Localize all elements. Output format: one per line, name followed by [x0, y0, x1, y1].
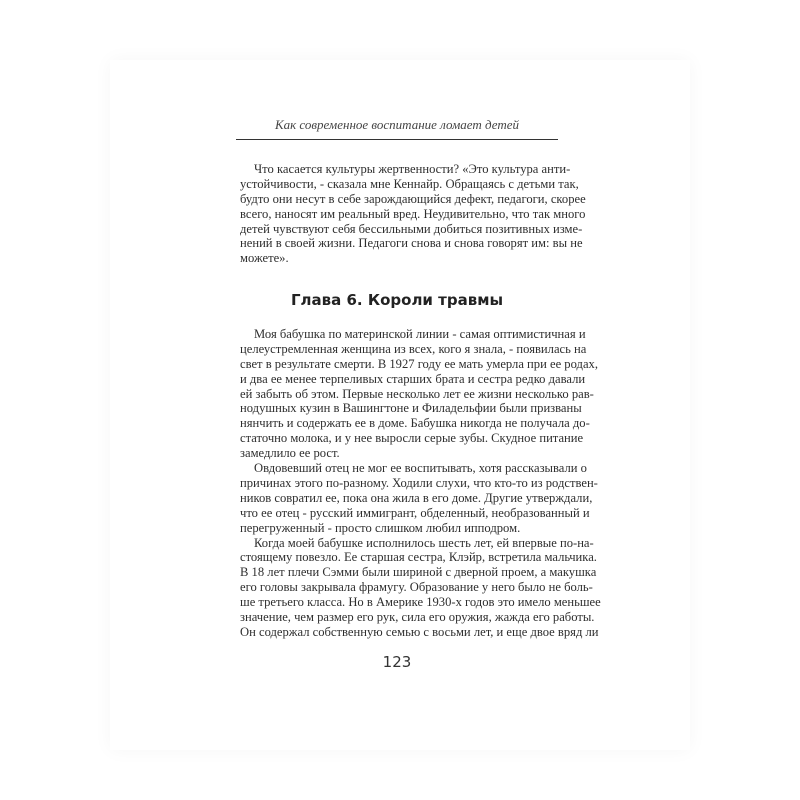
- text-line: будто они несут в себе зарождающийся дефект, педагоги, скорее: [240, 191, 586, 206]
- text-line: причинах этого по-разному. Ходили слухи, что кто-то из родствен-: [240, 475, 598, 490]
- text-line: всего, наносят им реальный вред. Неудивительно, что так много: [240, 206, 586, 221]
- paragraph-1: [240, 162, 586, 266]
- page-number: 123: [382, 653, 412, 671]
- text-line: Он содержал собственную семью с восьми лет, и еще двое вряд ли: [240, 624, 599, 639]
- text-line: детей чувствуют себя бессильными добиться позитивных изме-: [240, 221, 583, 236]
- paragraph-2: [240, 327, 598, 461]
- text-line: нянчить и содержать ее в доме. Бабушка никогда не получала до-: [240, 416, 590, 431]
- text-line: ников совратил ее, пока она жила в его доме. Другие утверждали,: [240, 490, 593, 505]
- text-line: нодушных кузин в Вашингтоне и Филадельфии были призваны: [240, 401, 582, 416]
- text-line: можете».: [240, 251, 289, 266]
- text-line: ше третьего класса. Но в Америке 1930-х годов это имело меньшее: [240, 595, 601, 610]
- paragraph-4: [240, 535, 601, 640]
- text-line: статочно молока, и у нее выросли серые зубы. Скудное питание: [240, 431, 584, 446]
- text-line: нений в своей жизни. Педагоги снова и снова говорят им: вы не: [240, 236, 583, 251]
- header-rule: [236, 139, 558, 140]
- text-line: перегруженный - просто слишком любил ипподром.: [240, 520, 521, 535]
- text-line: В 18 лет плечи Сэмми были шириной с дверной проем, а макушка: [240, 565, 597, 580]
- text-line: Овдовевший отец не мог ее воспитывать, хотя рассказывали о: [254, 461, 587, 475]
- text-line: Моя бабушка по материнской линии - самая оптимистичная и: [254, 327, 586, 341]
- text-line: Что касается культуры жертвенности? «Это культура анти-: [254, 162, 571, 176]
- text-line: свет в результате смерти. В 1927 году ее мать умерла при ее родах,: [240, 356, 598, 371]
- text-line: ей забыть об этом. Первые несколько лет ее жизни несколько рав-: [240, 386, 594, 401]
- text-line: что ее отец - русский иммигрант, обделенный, необразованный и: [240, 505, 590, 520]
- text-line: замедлило ее рост.: [240, 446, 340, 461]
- chapter-title: Глава 6. Короли травмы: [290, 291, 504, 309]
- text-line: Когда моей бабушке исполнилось шесть лет, ей впервые по-на-: [254, 535, 594, 550]
- text-line: устойчивости, - сказала мне Кеннайр. Обращаясь с детьми так,: [240, 176, 579, 191]
- text-line: значение, чем размер его рук, сила его оружия, жажда его работы.: [240, 609, 595, 624]
- text-line: целеустремленная женщина из всех, кого я знала, - появилась на: [240, 341, 587, 356]
- text-line: стоящему повезло. Ее старшая сестра, Клэйр, встретила мальчика.: [240, 550, 597, 565]
- text-line: его головы закрывала фрамугу. Образование у него было не боль-: [240, 580, 593, 595]
- paragraph-3: [240, 461, 598, 535]
- text-line: и два ее менее терпеливых старших брата и сестра редко давали: [240, 371, 586, 386]
- running-head: Как современное воспитание ломает детей: [274, 117, 520, 132]
